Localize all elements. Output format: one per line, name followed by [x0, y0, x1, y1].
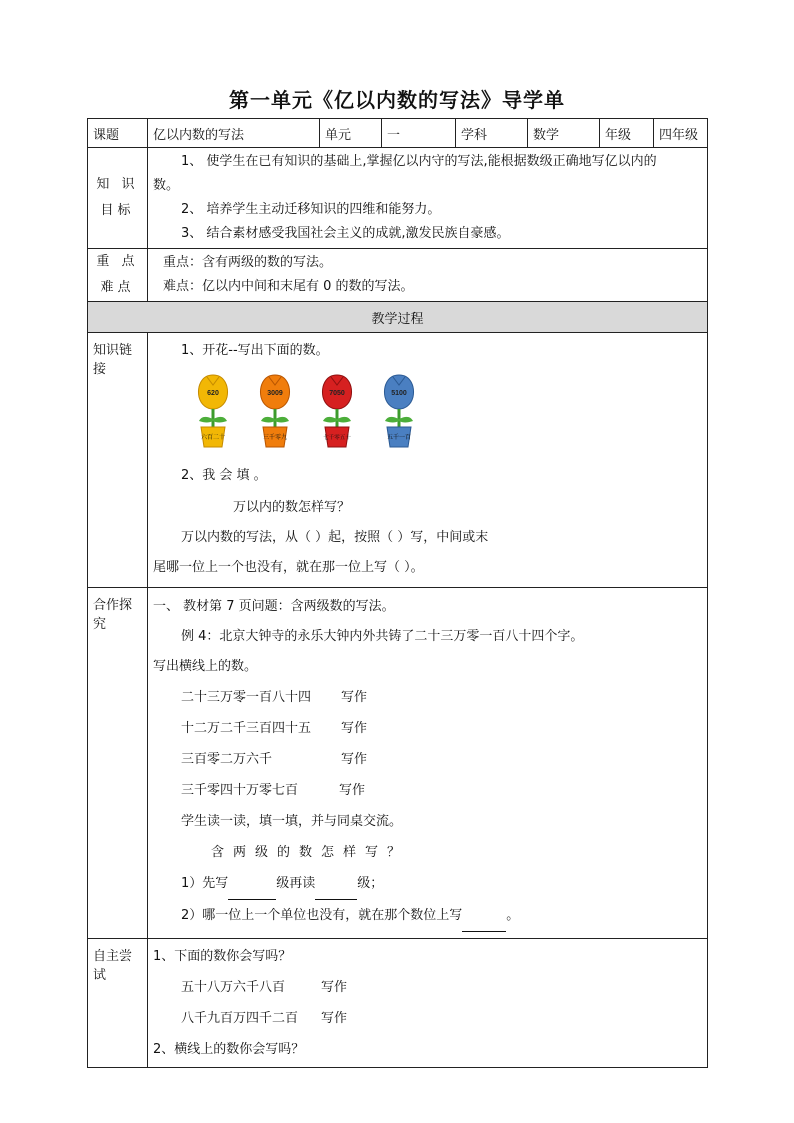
- cooperation-label: 合作探究: [88, 588, 148, 939]
- objectives-label: [88, 148, 148, 249]
- flower-icon: [317, 371, 357, 451]
- flower-icon: [193, 371, 233, 451]
- topic-value: 亿以内数的写法: [148, 119, 320, 148]
- subject-value: 数学: [528, 119, 600, 148]
- question-2-sub: 万以内的数怎样写？: [233, 500, 351, 515]
- step-2: [153, 900, 702, 932]
- unit-value: 一: [382, 119, 456, 148]
- objective-item: 3、 结合素材感受我国社会主义的成就,激发民族自豪感。: [181, 226, 510, 241]
- key-points-row: [88, 249, 708, 302]
- grade-label: 年级: [600, 119, 654, 148]
- exchange-text: 学生读一读，填一填，并与同桌交流。: [181, 814, 403, 829]
- grade-value: 四年级: [654, 119, 708, 148]
- flower-text: 七千零五十: [323, 435, 351, 441]
- step-1-part: 1）先写: [181, 876, 229, 891]
- write-item-text: 三百零二万六千: [181, 752, 273, 767]
- difficulty-point: 难点：亿以内中间和末尾有 0 的数的写法。: [163, 279, 414, 294]
- self-try-content: [148, 939, 708, 1068]
- worksheet-table: [87, 118, 708, 1068]
- flower-text: 五千一百: [386, 434, 412, 441]
- key-point: 重点：含有两级的数的写法。: [163, 255, 333, 270]
- objective-item: 1、 使学生在已有知识的基础上,掌握亿以内守的写法,能根据数级正确地写亿以内的: [181, 154, 657, 169]
- flower-icon: [379, 371, 419, 451]
- page-title: 第一单元《亿以内数的写法》导学单: [229, 88, 565, 112]
- self-try-item: [153, 972, 702, 1003]
- flower-number: 5100: [391, 390, 407, 397]
- objective-item: 数。: [153, 178, 180, 193]
- cooperation-content: [148, 588, 708, 939]
- unit-label: 单元: [320, 119, 382, 148]
- blank-line[interactable]: [228, 868, 276, 900]
- write-item: [153, 775, 702, 806]
- objectives-label-line1: 知 识: [96, 177, 139, 192]
- write-item: [153, 682, 702, 713]
- write-item-text: 十二万二千三百四十五: [181, 721, 312, 736]
- question-2: 2、我 会 填 。: [181, 468, 267, 483]
- process-bar: 教学过程: [88, 302, 708, 333]
- knowledge-link-row: [88, 333, 708, 588]
- flower-text: 三千零九: [262, 434, 288, 441]
- subject-label: 学科: [456, 119, 528, 148]
- self-try-item-text: 八千九百万四千二百: [181, 1011, 299, 1026]
- flower-number: 7050: [329, 390, 345, 397]
- flower-number: 620: [207, 390, 219, 397]
- step-1-part: 级；: [357, 876, 384, 891]
- instruction-text: 写出横线上的数。: [153, 659, 258, 674]
- objectives-row: [88, 148, 708, 249]
- self-try-label: 自主尝试: [88, 939, 148, 1068]
- self-try-item: [153, 1003, 702, 1034]
- step-2-part: 2）哪一位上一个单位也没有，就在那个数位上写: [181, 908, 463, 923]
- key-points-content: [148, 249, 708, 302]
- key-points-label-line2: 难点: [100, 280, 135, 295]
- flower-number: 3009: [267, 390, 283, 397]
- header-row: [88, 119, 708, 148]
- flower-icon: [255, 371, 295, 451]
- self-try-row: [88, 939, 708, 1068]
- write-item-text: 三千零四十万零七百: [181, 783, 299, 798]
- key-points-label-line1: 重 点: [96, 254, 139, 269]
- write-item-action: 写作: [341, 690, 368, 705]
- objectives-label-line2: 目标: [100, 203, 135, 218]
- objectives-content: [148, 148, 708, 249]
- write-item-text: 二十三万零一百八十四: [181, 690, 312, 705]
- self-try-item-action: 写作: [321, 980, 348, 995]
- step-1: [153, 868, 702, 900]
- cooperation-heading: 一、 教材第 7 页问题：含两级数的写法。: [153, 599, 395, 614]
- write-item-action: 写作: [339, 783, 366, 798]
- cooperation-row: [88, 588, 708, 939]
- blank-line[interactable]: [462, 900, 506, 932]
- flower-text: 六百二十: [200, 434, 226, 441]
- key-points-label: [88, 249, 148, 302]
- process-bar-row: [88, 302, 708, 333]
- question-1: 1、开花--写出下面的数。: [181, 343, 329, 358]
- write-item: [153, 713, 702, 744]
- step-2-part: 。: [506, 908, 520, 923]
- example-text: 例 4：北京大钟寺的永乐大钟内外共铸了二十三万零一百八十四个字。: [181, 629, 584, 644]
- self-try-item-text: 五十八万六千八百: [181, 980, 286, 995]
- write-item: [153, 744, 702, 775]
- topic-label: 课题: [88, 119, 148, 148]
- write-item-action: 写作: [341, 721, 368, 736]
- self-try-item-action: 写作: [321, 1011, 348, 1026]
- fill-line-2: 尾哪一位上一个也没有，就在那一位上写（ ）。: [153, 560, 424, 575]
- question-text: 含两级的数怎样写？: [211, 845, 410, 860]
- self-try-q2: 2、横线上的数你会写吗？: [153, 1042, 305, 1057]
- knowledge-link-label: 知识链接: [88, 333, 148, 588]
- objective-item: 2、 培养学生主动迁移知识的四维和能努力。: [181, 202, 441, 217]
- self-try-q1: 1、下面的数你会写吗？: [153, 949, 292, 964]
- write-item-action: 写作: [341, 752, 368, 767]
- blank-line[interactable]: [315, 868, 357, 900]
- step-1-part: 级再读: [276, 876, 316, 891]
- flower-group: [153, 363, 702, 459]
- fill-line-1: 万以内数的写法，从（ ）起，按照（ ）写，中间或末: [181, 530, 489, 545]
- knowledge-link-content: [148, 333, 708, 588]
